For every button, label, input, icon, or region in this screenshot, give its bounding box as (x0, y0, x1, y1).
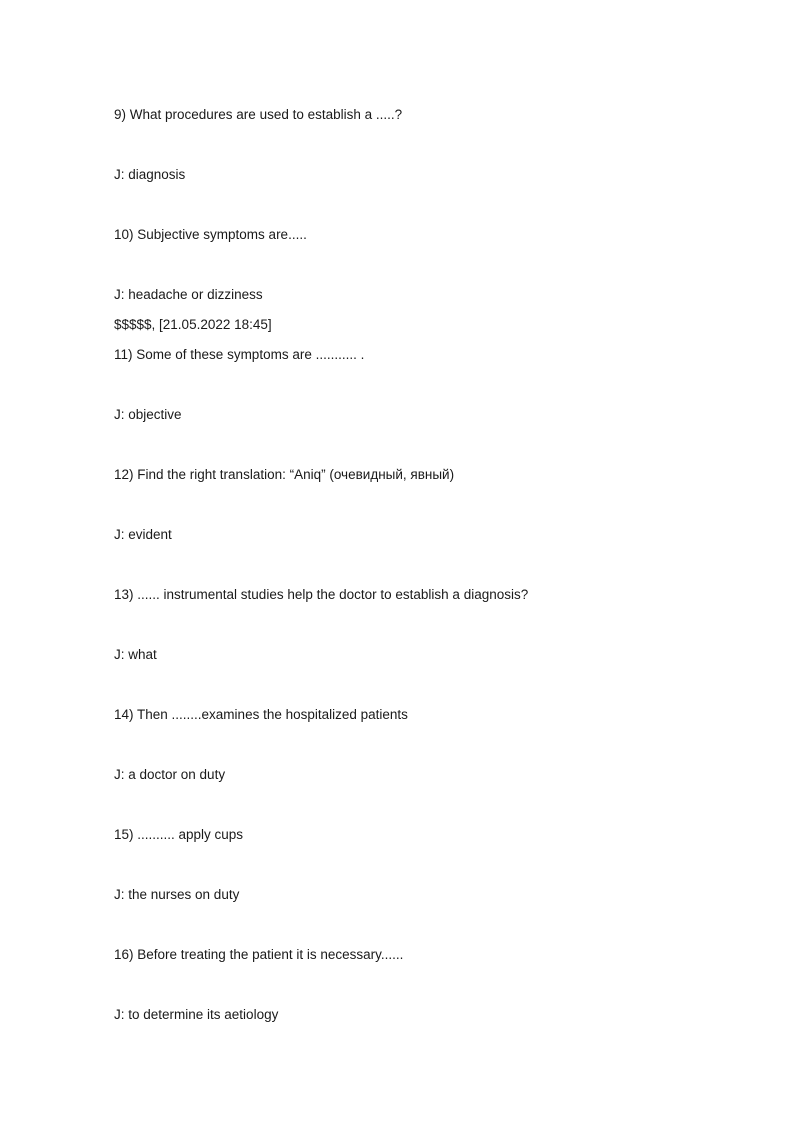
answer-9: J: diagnosis (114, 167, 186, 182)
question-9: 9) What procedures are used to establish a .....? (114, 107, 403, 122)
question-11: 11) Some of these symptoms are ........... . (114, 347, 365, 362)
question-12: 12) Find the right translation: “Aniq” (очевидный, явный) (114, 467, 455, 482)
question-16: 16) Before treating the patient it is necessary...... (114, 947, 404, 962)
question-13: 13) ...... instrumental studies help the doctor to establish a diagnosis? (114, 587, 529, 602)
message-timestamp: $$$$$, [21.05.2022 18:45] (114, 317, 272, 332)
question-10: 10) Subjective symptoms are..... (114, 227, 307, 242)
answer-12: J: evident (114, 527, 172, 542)
answer-14: J: a doctor on duty (114, 767, 226, 782)
question-14: 14) Then ........examines the hospitalized patients (114, 707, 408, 722)
answer-15: J: the nurses on duty (114, 887, 240, 902)
answer-16: J: to determine its aetiology (114, 1007, 279, 1022)
answer-10: J: headache or dizziness (114, 287, 263, 302)
answer-11: J: objective (114, 407, 182, 422)
question-15: 15) .......... apply cups (114, 827, 244, 842)
answer-13: J: what (114, 647, 157, 662)
